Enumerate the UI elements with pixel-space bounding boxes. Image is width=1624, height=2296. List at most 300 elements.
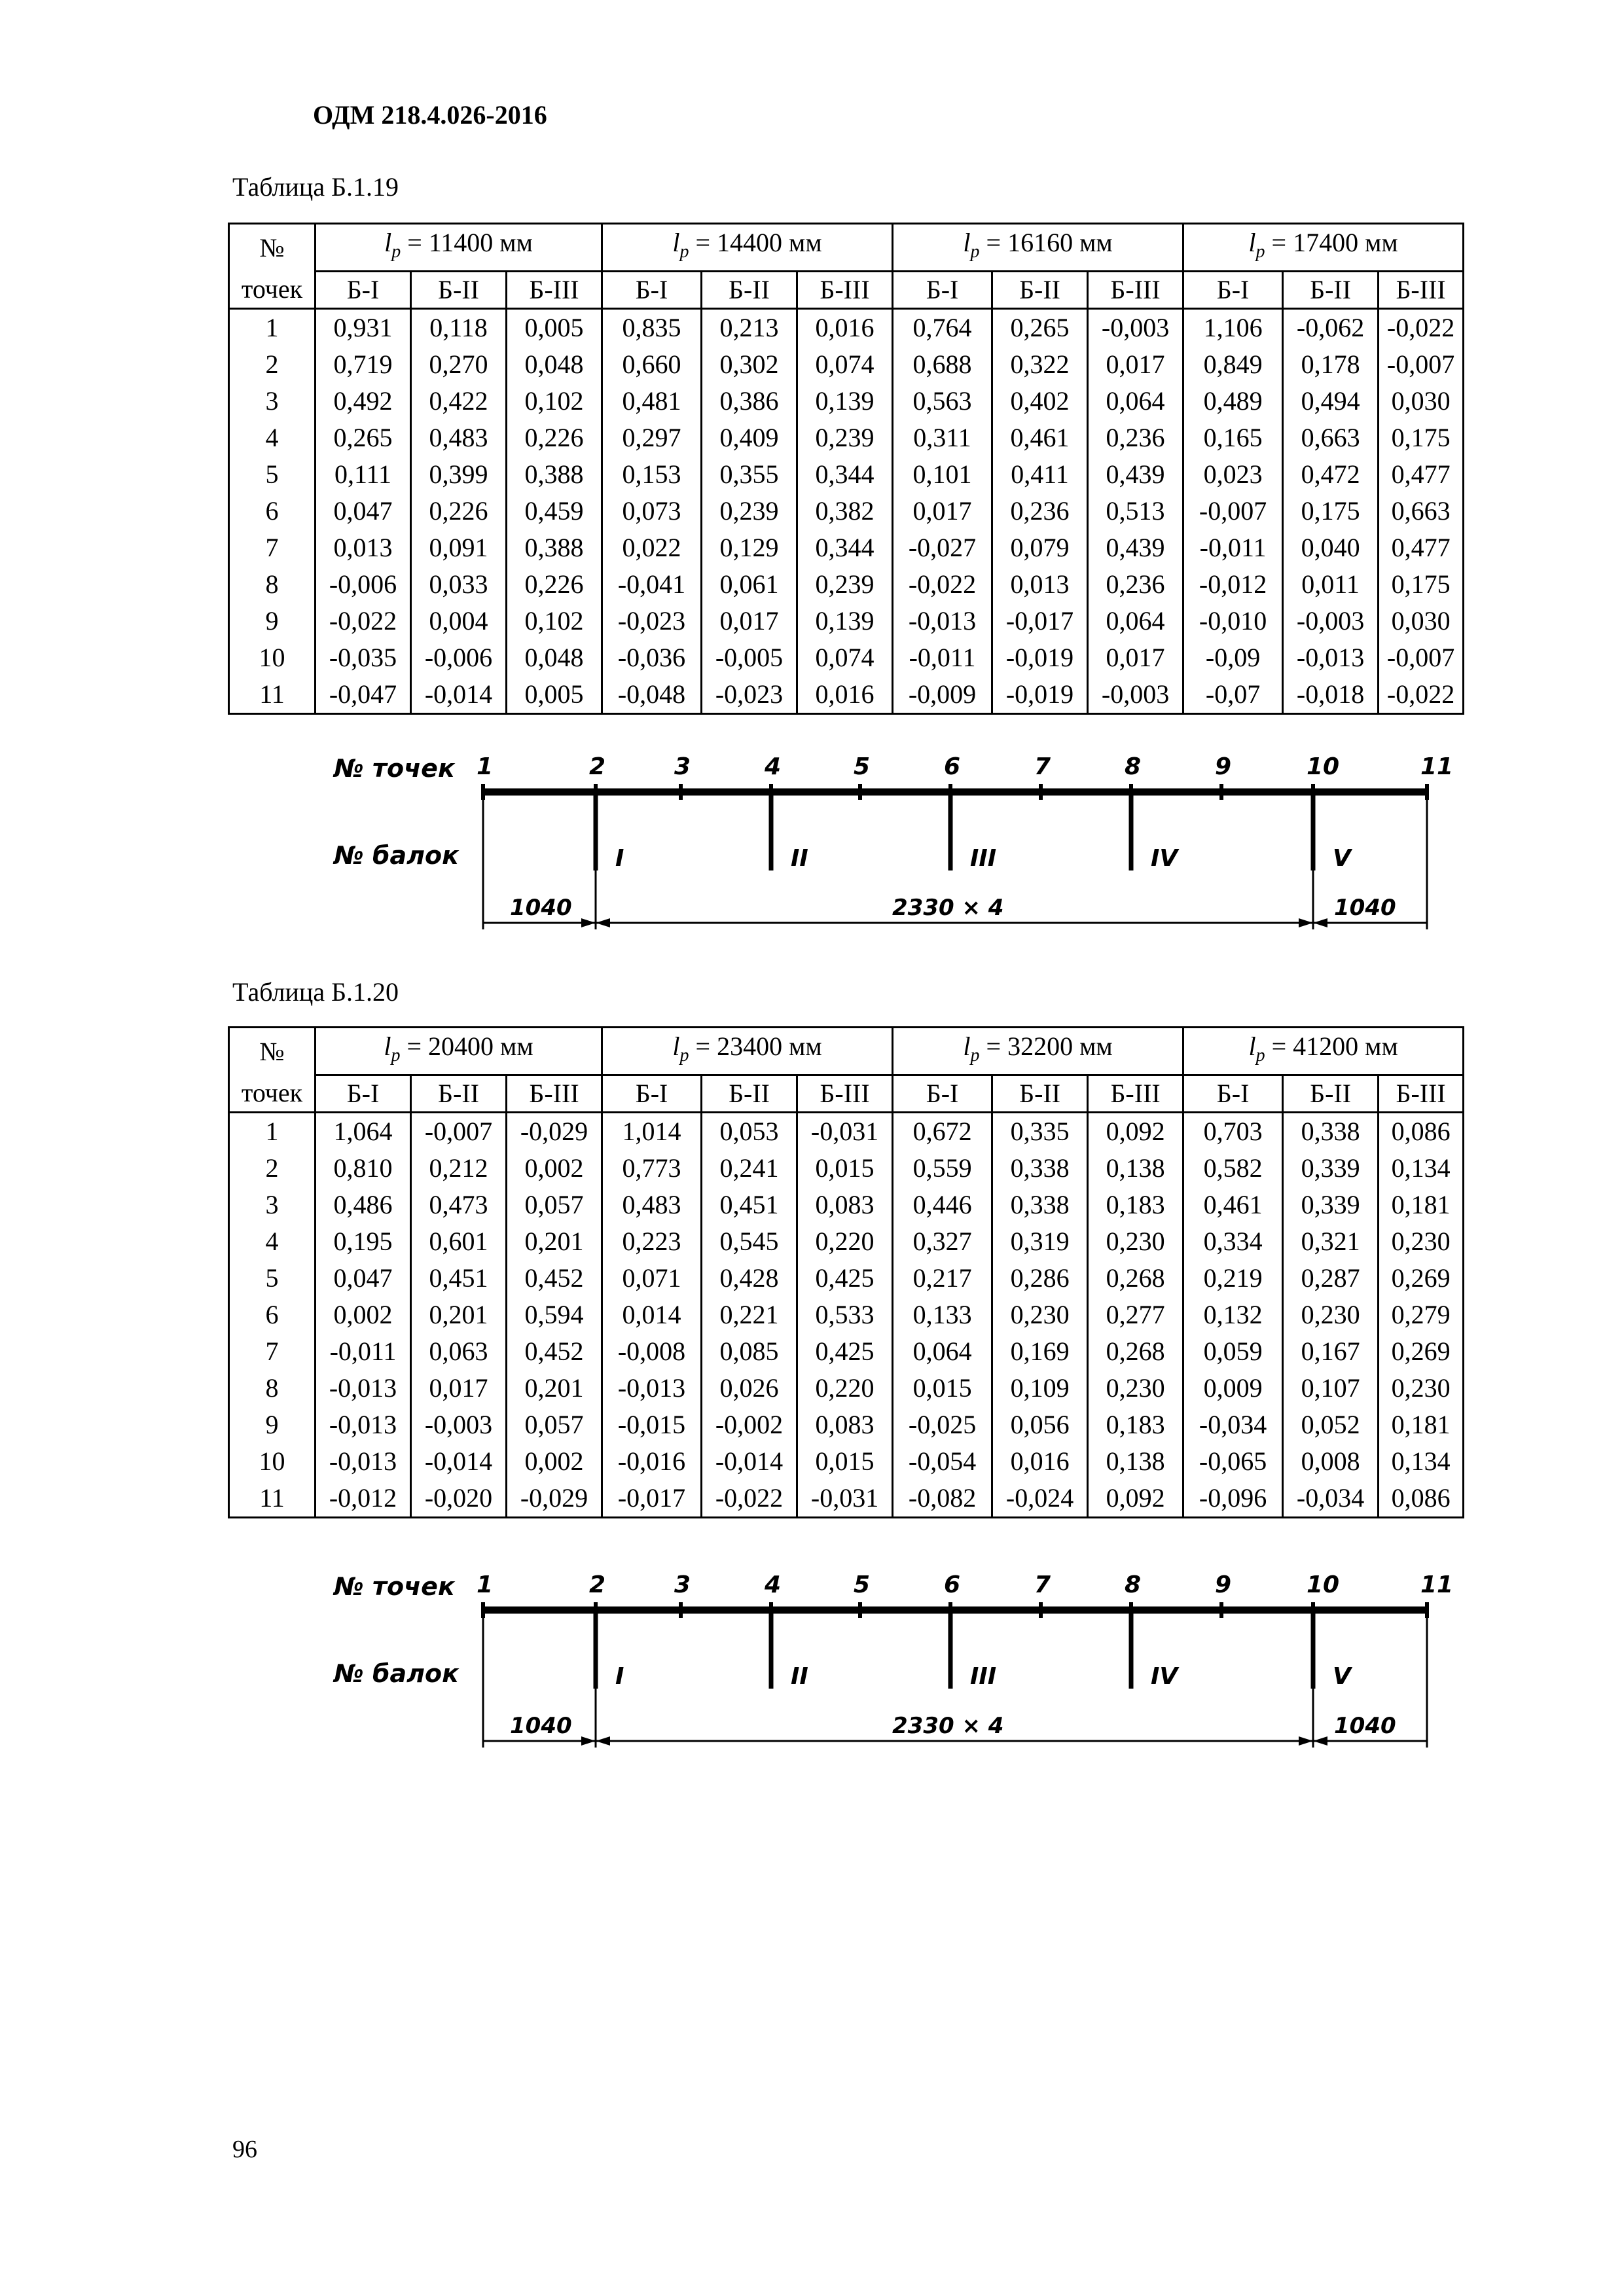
coefficient-cell: -0,022 xyxy=(893,566,992,603)
coefficient-cell: -0,034 xyxy=(1283,1480,1379,1518)
girder-label: III xyxy=(970,845,997,872)
coefficient-cell: -0,003 xyxy=(1088,676,1183,714)
coefficient-cell: 0,321 xyxy=(1283,1223,1379,1260)
coefficient-cell: 0,226 xyxy=(507,420,602,456)
coefficient-cell: 0,241 xyxy=(702,1150,797,1187)
coefficient-cell: 0,165 xyxy=(1183,420,1283,456)
table-row xyxy=(229,346,1464,383)
span-subscript: p xyxy=(970,242,980,262)
point-number-label: 3 xyxy=(674,1571,691,1598)
coefficient-cell: 0,064 xyxy=(1088,383,1183,420)
point-number-label: 11 xyxy=(1420,1571,1454,1598)
table-row xyxy=(229,1370,1464,1407)
table-row xyxy=(229,603,1464,639)
coefficient-cell: -0,022 xyxy=(316,603,411,639)
coefficient-cell: 0,461 xyxy=(992,420,1088,456)
document-code: ОДМ 218.4.026-2016 xyxy=(313,100,547,130)
span-subscript: p xyxy=(970,1045,980,1066)
coefficient-cell: 0,004 xyxy=(411,603,507,639)
girder-label: IV xyxy=(1151,1663,1178,1690)
coefficient-cell: -0,047 xyxy=(316,676,411,714)
coefficient-cell: 0,195 xyxy=(316,1223,411,1260)
coefficient-cell: 0,277 xyxy=(1088,1297,1183,1333)
coefficient-cell: 0,221 xyxy=(702,1297,797,1333)
points-row-label: № точек xyxy=(334,1572,455,1601)
point-number-cell: 4 xyxy=(229,1223,316,1260)
coefficient-cell: 0,053 xyxy=(702,1113,797,1151)
point-number-label: 11 xyxy=(1420,753,1454,780)
span-symbol: l xyxy=(672,1031,680,1061)
coefficient-cell: -0,017 xyxy=(992,603,1088,639)
coefficient-cell: 0,322 xyxy=(992,346,1088,383)
beam-column-header: Б-I xyxy=(316,1075,411,1113)
table-row xyxy=(229,1480,1464,1518)
point-number-cell: 5 xyxy=(229,1260,316,1297)
coefficient-cell: 0,138 xyxy=(1088,1150,1183,1187)
dimension-arrow xyxy=(581,1736,596,1746)
table-caption-b1-19: Таблица Б.1.19 xyxy=(232,172,399,202)
coefficient-cell: 0,302 xyxy=(702,346,797,383)
coefficient-cell: -0,008 xyxy=(602,1333,702,1370)
coefficient-cell: 0,092 xyxy=(1088,1480,1183,1518)
coefficient-cell: 0,810 xyxy=(316,1150,411,1187)
dimension-right: 1040 xyxy=(1334,895,1396,921)
coefficient-cell: 0,835 xyxy=(602,309,702,347)
coefficient-cell: -0,010 xyxy=(1183,603,1283,639)
coefficient-cell: 0,013 xyxy=(316,529,411,566)
coefficient-cell: 0,459 xyxy=(507,493,602,529)
coefficient-cell: 0,265 xyxy=(316,420,411,456)
coefficient-cell: -0,09 xyxy=(1183,639,1283,676)
coefficient-cell: 0,134 xyxy=(1379,1443,1464,1480)
point-number-label: 4 xyxy=(765,1571,782,1598)
coefficients-table-b1-20 xyxy=(228,1026,1464,1518)
beam-column-header: Б-II xyxy=(411,1075,507,1113)
span-length-value: = 16160 мм xyxy=(979,228,1113,257)
coefficient-cell: -0,029 xyxy=(507,1113,602,1151)
coefficient-cell: -0,022 xyxy=(702,1480,797,1518)
coefficient-cell: 0,533 xyxy=(797,1297,893,1333)
coefficient-cell: -0,006 xyxy=(316,566,411,603)
span-length-header xyxy=(316,1028,602,1075)
coefficient-cell: 0,339 xyxy=(1283,1187,1379,1223)
coefficient-cell: 0,091 xyxy=(411,529,507,566)
coefficient-cell: 0,016 xyxy=(992,1443,1088,1480)
coefficient-cell: 0,056 xyxy=(992,1407,1088,1443)
coefficient-cell: -0,018 xyxy=(1283,676,1379,714)
coefficient-cell: 0,086 xyxy=(1379,1480,1464,1518)
coefficient-cell: 0,013 xyxy=(992,566,1088,603)
coefficient-cell: 0,057 xyxy=(507,1407,602,1443)
point-number-label: 10 xyxy=(1307,1571,1340,1598)
beam-column-header: Б-I xyxy=(893,1075,992,1113)
coefficient-cell: -0,015 xyxy=(602,1407,702,1443)
table-row xyxy=(229,420,1464,456)
point-number-label: 3 xyxy=(674,753,691,780)
beam-column-header: Б-II xyxy=(702,1075,797,1113)
coefficient-cell: 0,327 xyxy=(893,1223,992,1260)
coefficient-cell: 0,212 xyxy=(411,1150,507,1187)
coefficient-cell: 0,489 xyxy=(1183,383,1283,420)
coefficient-cell: -0,016 xyxy=(602,1443,702,1480)
dimension-arrow xyxy=(1313,1736,1327,1746)
coefficient-cell: 0,545 xyxy=(702,1223,797,1260)
coefficient-cell: 0,014 xyxy=(602,1297,702,1333)
coefficient-cell: 0,101 xyxy=(893,456,992,493)
coefficient-cell: 0,422 xyxy=(411,383,507,420)
coefficient-cell: 0,223 xyxy=(602,1223,702,1260)
beam-diagram-svg xyxy=(321,1554,1454,1751)
coefficient-cell: 0,181 xyxy=(1379,1407,1464,1443)
point-number-label: 1 xyxy=(477,1571,494,1598)
coefficient-cell: 0,660 xyxy=(602,346,702,383)
point-number-cell: 2 xyxy=(229,1150,316,1187)
coefficient-cell: -0,014 xyxy=(411,676,507,714)
span-symbol: l xyxy=(384,1031,391,1061)
beam-layout-diagram-1 xyxy=(321,736,1454,933)
coefficient-cell: 0,107 xyxy=(1283,1370,1379,1407)
coefficient-cell: 0,040 xyxy=(1283,529,1379,566)
coefficient-cell: -0,035 xyxy=(316,639,411,676)
point-number-label: 8 xyxy=(1125,1571,1142,1598)
coefficient-cell: 0,663 xyxy=(1379,493,1464,529)
coefficient-cell: 0,338 xyxy=(992,1150,1088,1187)
coefficient-cell: 0,118 xyxy=(411,309,507,347)
coefficient-cell: 0,102 xyxy=(507,603,602,639)
coefficient-cell: -0,054 xyxy=(893,1443,992,1480)
coefficient-cell: 0,217 xyxy=(893,1260,992,1297)
coefficient-cell: 0,059 xyxy=(1183,1333,1283,1370)
coefficient-cell: 0,268 xyxy=(1088,1333,1183,1370)
point-label-header: точек xyxy=(229,1075,316,1113)
span-length-value: = 20400 мм xyxy=(400,1031,533,1061)
coefficient-cell: 0,239 xyxy=(702,493,797,529)
coefficient-cell: -0,006 xyxy=(411,639,507,676)
point-number-label: 1 xyxy=(477,753,494,780)
coefficient-cell: -0,014 xyxy=(411,1443,507,1480)
coefficient-cell: -0,019 xyxy=(992,676,1088,714)
span-length-header xyxy=(316,224,602,272)
coefficient-cell: 0,139 xyxy=(797,603,893,639)
coefficient-cell: 0,139 xyxy=(797,383,893,420)
coefficient-cell: -0,019 xyxy=(992,639,1088,676)
girder-label: V xyxy=(1333,845,1351,872)
coefficient-cell: 1,106 xyxy=(1183,309,1283,347)
coefficient-cell: 0,269 xyxy=(1379,1260,1464,1297)
point-label-header: точек xyxy=(229,272,316,309)
coefficient-cell: 0,052 xyxy=(1283,1407,1379,1443)
coefficient-cell: 0,015 xyxy=(893,1370,992,1407)
group-header-row xyxy=(229,224,1464,272)
point-number-cell: 1 xyxy=(229,1113,316,1151)
coefficient-cell: -0,023 xyxy=(702,676,797,714)
coefficient-cell: 0,582 xyxy=(1183,1150,1283,1187)
span-length-header xyxy=(1183,1028,1464,1075)
coefficient-cell: 0,083 xyxy=(797,1187,893,1223)
coefficient-cell: -0,003 xyxy=(1088,309,1183,347)
coefficient-cell: 0,167 xyxy=(1283,1333,1379,1370)
coefficient-cell: 0,048 xyxy=(507,346,602,383)
points-row-label: № точек xyxy=(334,754,455,783)
point-number-cell: 7 xyxy=(229,1333,316,1370)
coefficient-cell: 0,030 xyxy=(1379,603,1464,639)
point-number-header: № xyxy=(229,1028,316,1075)
coefficient-cell: -0,013 xyxy=(893,603,992,639)
point-number-cell: 3 xyxy=(229,383,316,420)
coefficient-cell: -0,023 xyxy=(602,603,702,639)
coefficient-cell: -0,013 xyxy=(316,1370,411,1407)
beam-column-header: Б-II xyxy=(992,1075,1088,1113)
point-number-cell: 8 xyxy=(229,566,316,603)
coefficient-cell: 0,047 xyxy=(316,1260,411,1297)
beams-row-label: № балок xyxy=(334,1659,459,1688)
coefficient-cell: 0,047 xyxy=(316,493,411,529)
coefficient-cell: 0,931 xyxy=(316,309,411,347)
coefficient-cell: 0,063 xyxy=(411,1333,507,1370)
point-number-label: 4 xyxy=(765,753,782,780)
coefficient-cell: 0,513 xyxy=(1088,493,1183,529)
span-length-header xyxy=(1183,224,1464,272)
coefficient-cell: 0,239 xyxy=(797,420,893,456)
coefficient-cell: 0,178 xyxy=(1283,346,1379,383)
coefficient-cell: -0,041 xyxy=(602,566,702,603)
beam-column-header: Б-III xyxy=(1379,1075,1464,1113)
coefficient-cell: 0,005 xyxy=(507,676,602,714)
span-subscript: p xyxy=(391,1045,401,1066)
beam-column-header: Б-II xyxy=(1283,272,1379,309)
coefficient-cell: 0,297 xyxy=(602,420,702,456)
dimension-arrow xyxy=(596,918,610,927)
coefficient-cell: 0,338 xyxy=(992,1187,1088,1223)
coefficient-cell: 0,451 xyxy=(702,1187,797,1223)
point-number-cell: 10 xyxy=(229,639,316,676)
beam-column-header: Б-I xyxy=(602,272,702,309)
coefficient-cell: -0,022 xyxy=(1379,676,1464,714)
coefficient-cell: 0,461 xyxy=(1183,1187,1283,1223)
table-row xyxy=(229,529,1464,566)
span-subscript: p xyxy=(679,1045,689,1066)
point-number-label: 7 xyxy=(1034,753,1051,780)
coefficient-cell: 0,492 xyxy=(316,383,411,420)
coefficient-cell: 0,703 xyxy=(1183,1113,1283,1151)
table-row xyxy=(229,1150,1464,1187)
coefficient-cell: 0,672 xyxy=(893,1113,992,1151)
beam-column-header: Б-III xyxy=(797,272,893,309)
girder-label: II xyxy=(791,845,808,872)
coefficient-cell: 0,402 xyxy=(992,383,1088,420)
coefficient-cell: 0,183 xyxy=(1088,1407,1183,1443)
coefficient-cell: 0,169 xyxy=(992,1333,1088,1370)
coefficient-cell: 0,008 xyxy=(1283,1443,1379,1480)
coefficient-cell: 0,286 xyxy=(992,1260,1088,1297)
coefficient-cell: -0,011 xyxy=(1183,529,1283,566)
coefficient-cell: 0,239 xyxy=(797,566,893,603)
table-row xyxy=(229,1113,1464,1151)
coefficient-cell: 0,563 xyxy=(893,383,992,420)
coefficient-cell: 0,477 xyxy=(1379,529,1464,566)
coefficient-cell: 0,236 xyxy=(1088,566,1183,603)
group-header-row xyxy=(229,1028,1464,1075)
coefficient-cell: 0,849 xyxy=(1183,346,1283,383)
beam-header-row xyxy=(229,272,1464,309)
coefficient-cell: -0,082 xyxy=(893,1480,992,1518)
coefficients-table-b1-19 xyxy=(228,223,1464,715)
coefficient-cell: 0,388 xyxy=(507,529,602,566)
dimension-middle: 2330 × 4 xyxy=(892,1713,1004,1739)
coefficient-cell: 0,230 xyxy=(992,1297,1088,1333)
coefficient-cell: 0,092 xyxy=(1088,1113,1183,1151)
coefficient-cell: 0,355 xyxy=(702,456,797,493)
coefficient-cell: 0,472 xyxy=(1283,456,1379,493)
beam-column-header: Б-I xyxy=(1183,272,1283,309)
coefficient-cell: -0,002 xyxy=(702,1407,797,1443)
span-symbol: l xyxy=(963,228,971,257)
table-row xyxy=(229,493,1464,529)
coefficient-cell: 0,279 xyxy=(1379,1297,1464,1333)
coefficient-cell: -0,013 xyxy=(1283,639,1379,676)
page-number: 96 xyxy=(232,2136,257,2163)
coefficient-cell: 0,473 xyxy=(411,1187,507,1223)
coefficient-cell: 0,086 xyxy=(1379,1113,1464,1151)
coefficient-cell: 0,601 xyxy=(411,1223,507,1260)
coefficient-cell: 0,265 xyxy=(992,309,1088,347)
coefficient-cell: 0,439 xyxy=(1088,456,1183,493)
span-length-value: = 23400 мм xyxy=(689,1031,822,1061)
girder-label: V xyxy=(1333,1663,1351,1690)
coefficient-cell: 0,175 xyxy=(1379,566,1464,603)
coefficient-cell: 0,226 xyxy=(411,493,507,529)
coefficient-cell: 0,451 xyxy=(411,1260,507,1297)
beam-diagram-svg xyxy=(321,736,1454,933)
coefficient-cell: 0,057 xyxy=(507,1187,602,1223)
coefficient-cell: 0,183 xyxy=(1088,1187,1183,1223)
coefficient-cell: 0,311 xyxy=(893,420,992,456)
girder-label: III xyxy=(970,1663,997,1690)
coefficient-cell: 0,033 xyxy=(411,566,507,603)
table-row xyxy=(229,1443,1464,1480)
point-number-label: 5 xyxy=(854,1571,871,1598)
coefficient-cell: 0,002 xyxy=(316,1297,411,1333)
coefficient-cell: -0,013 xyxy=(316,1407,411,1443)
coefficient-cell: -0,031 xyxy=(797,1480,893,1518)
span-symbol: l xyxy=(672,228,680,257)
span-length-header xyxy=(893,1028,1183,1075)
point-number-cell: 10 xyxy=(229,1443,316,1480)
coefficient-cell: -0,007 xyxy=(411,1113,507,1151)
coefficient-cell: 0,017 xyxy=(702,603,797,639)
coefficient-cell: -0,062 xyxy=(1283,309,1379,347)
beam-column-header: Б-I xyxy=(602,1075,702,1113)
coefficient-cell: 1,014 xyxy=(602,1113,702,1151)
coefficient-cell: 0,344 xyxy=(797,456,893,493)
span-symbol: l xyxy=(1248,228,1256,257)
coefficient-cell: 0,061 xyxy=(702,566,797,603)
span-subscript: p xyxy=(1255,242,1265,262)
coefficient-cell: 0,409 xyxy=(702,420,797,456)
coefficient-cell: 0,129 xyxy=(702,529,797,566)
table-row xyxy=(229,1187,1464,1223)
span-length-value: = 11400 мм xyxy=(401,228,533,257)
coefficient-cell: 0,002 xyxy=(507,1150,602,1187)
point-number-cell: 11 xyxy=(229,1480,316,1518)
coefficient-cell: 0,594 xyxy=(507,1297,602,1333)
table-row xyxy=(229,1260,1464,1297)
coefficient-cell: 0,230 xyxy=(1283,1297,1379,1333)
point-number-cell: 3 xyxy=(229,1187,316,1223)
coefficient-cell: 0,773 xyxy=(602,1150,702,1187)
span-length-value: = 41200 мм xyxy=(1265,1031,1398,1061)
point-number-label: 9 xyxy=(1215,753,1232,780)
coefficient-cell: -0,007 xyxy=(1183,493,1283,529)
beam-column-header: Б-I xyxy=(316,272,411,309)
coefficient-cell: 0,022 xyxy=(602,529,702,566)
coefficient-cell: 0,064 xyxy=(1088,603,1183,639)
span-symbol: l xyxy=(1248,1031,1256,1061)
coefficient-cell: 0,388 xyxy=(507,456,602,493)
point-number-label: 2 xyxy=(589,753,606,780)
span-length-header xyxy=(602,224,893,272)
coefficient-cell: 0,023 xyxy=(1183,456,1283,493)
coefficient-cell: -0,012 xyxy=(316,1480,411,1518)
dimension-arrow xyxy=(1299,918,1313,927)
span-length-value: = 17400 мм xyxy=(1265,228,1398,257)
coefficient-cell: 0,026 xyxy=(702,1370,797,1407)
coefficient-cell: -0,020 xyxy=(411,1480,507,1518)
girder-label: IV xyxy=(1151,845,1178,872)
coefficient-cell: 0,138 xyxy=(1088,1443,1183,1480)
coefficient-cell: 0,338 xyxy=(1283,1113,1379,1151)
coefficient-cell: 0,269 xyxy=(1379,1333,1464,1370)
coefficient-cell: 0,452 xyxy=(507,1333,602,1370)
coefficient-cell: 0,079 xyxy=(992,529,1088,566)
coefficient-cell: -0,011 xyxy=(316,1333,411,1370)
girder-label: I xyxy=(615,845,624,872)
coefficient-cell: -0,012 xyxy=(1183,566,1283,603)
coefficient-cell: 0,230 xyxy=(1088,1223,1183,1260)
coefficient-cell: 0,073 xyxy=(602,493,702,529)
coefficient-cell: 0,017 xyxy=(411,1370,507,1407)
coefficient-cell: -0,036 xyxy=(602,639,702,676)
point-number-label: 2 xyxy=(589,1571,606,1598)
span-length-header xyxy=(602,1028,893,1075)
coefficient-cell: 0,109 xyxy=(992,1370,1088,1407)
span-subscript: p xyxy=(679,242,689,262)
coefficient-cell: -0,065 xyxy=(1183,1443,1283,1480)
dimension-arrow xyxy=(596,1736,610,1746)
coefficient-cell: 0,175 xyxy=(1379,420,1464,456)
table-row xyxy=(229,676,1464,714)
coefficient-cell: 0,425 xyxy=(797,1260,893,1297)
point-number-cell: 9 xyxy=(229,1407,316,1443)
coefficient-cell: 0,236 xyxy=(992,493,1088,529)
coefficient-cell: -0,048 xyxy=(602,676,702,714)
beam-column-header: Б-II xyxy=(992,272,1088,309)
beam-column-header: Б-III xyxy=(1088,272,1183,309)
point-number-label: 9 xyxy=(1215,1571,1232,1598)
point-number-cell: 1 xyxy=(229,309,316,347)
coefficient-cell: 0,201 xyxy=(411,1297,507,1333)
coefficient-cell: 0,477 xyxy=(1379,456,1464,493)
coefficient-cell: -0,007 xyxy=(1379,639,1464,676)
coefficient-cell: 0,446 xyxy=(893,1187,992,1223)
point-number-cell: 5 xyxy=(229,456,316,493)
coefficient-cell: 0,016 xyxy=(797,676,893,714)
coefficient-cell: -0,034 xyxy=(1183,1407,1283,1443)
coefficient-cell: 0,015 xyxy=(797,1443,893,1480)
coefficient-cell: 0,486 xyxy=(316,1187,411,1223)
point-number-cell: 11 xyxy=(229,676,316,714)
point-number-cell: 4 xyxy=(229,420,316,456)
